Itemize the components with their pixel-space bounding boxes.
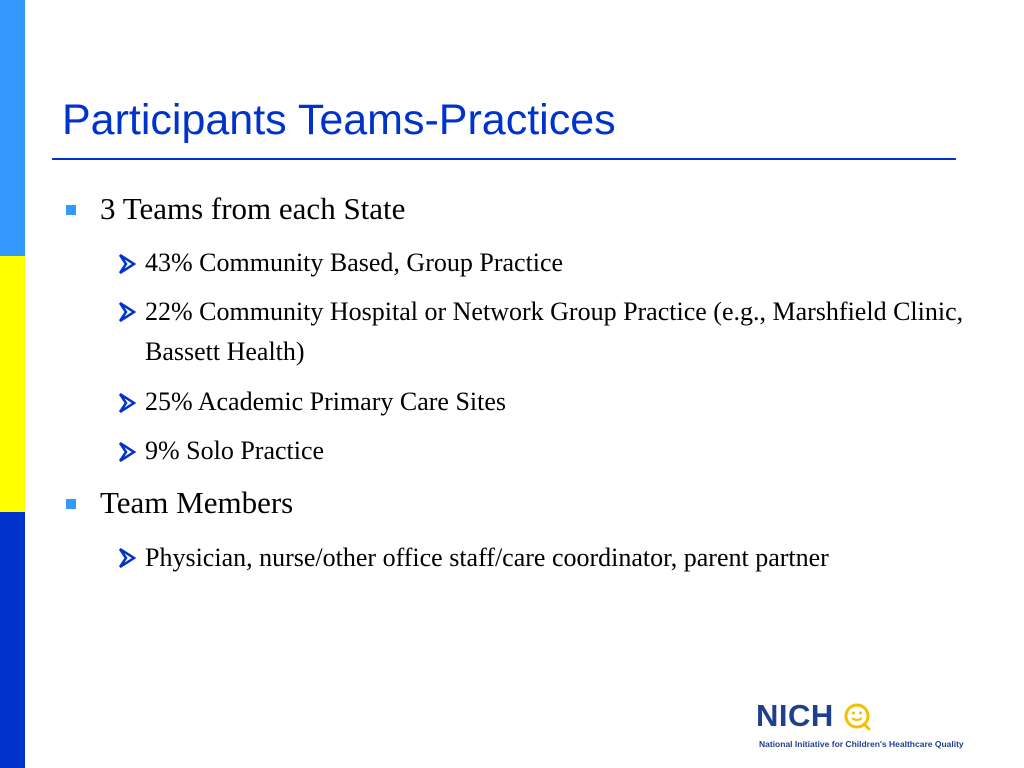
- slide-title: Participants Teams-Practices: [62, 96, 616, 144]
- arrow-bullet-icon: [116, 545, 142, 571]
- square-bullet-icon: [66, 499, 76, 509]
- logo-q-smile-icon: [842, 702, 872, 732]
- bullet-level2: Physician, nurse/other office staff/care coordinator, parent partner: [145, 543, 829, 572]
- square-bullet-icon: [66, 205, 76, 215]
- bullet-level2: 9% Solo Practice: [145, 436, 325, 465]
- bullet-level1: 3 Teams from each State: [100, 191, 406, 226]
- arrow-bullet-icon: [116, 251, 142, 277]
- bullet-level2: 25% Academic Primary Care Sites: [145, 387, 507, 416]
- bullet-level2: 22% Community Hospital or Network Group Practice (e.g., Marshfield Clinic, Bassett Health): [145, 297, 964, 366]
- bullet-level2: 43% Community Based, Group Practice: [145, 248, 564, 277]
- arrow-bullet-icon: [116, 390, 142, 416]
- logo-wordmark: NICH: [756, 698, 834, 733]
- nichq-logo: [756, 698, 976, 756]
- arrow-bullet-icon: [116, 299, 142, 325]
- bullet-level1: Team Members: [100, 485, 294, 520]
- logo-tagline: National Initiative for Children's Healthcare Quality: [759, 739, 964, 749]
- arrow-bullet-icon: [116, 439, 142, 465]
